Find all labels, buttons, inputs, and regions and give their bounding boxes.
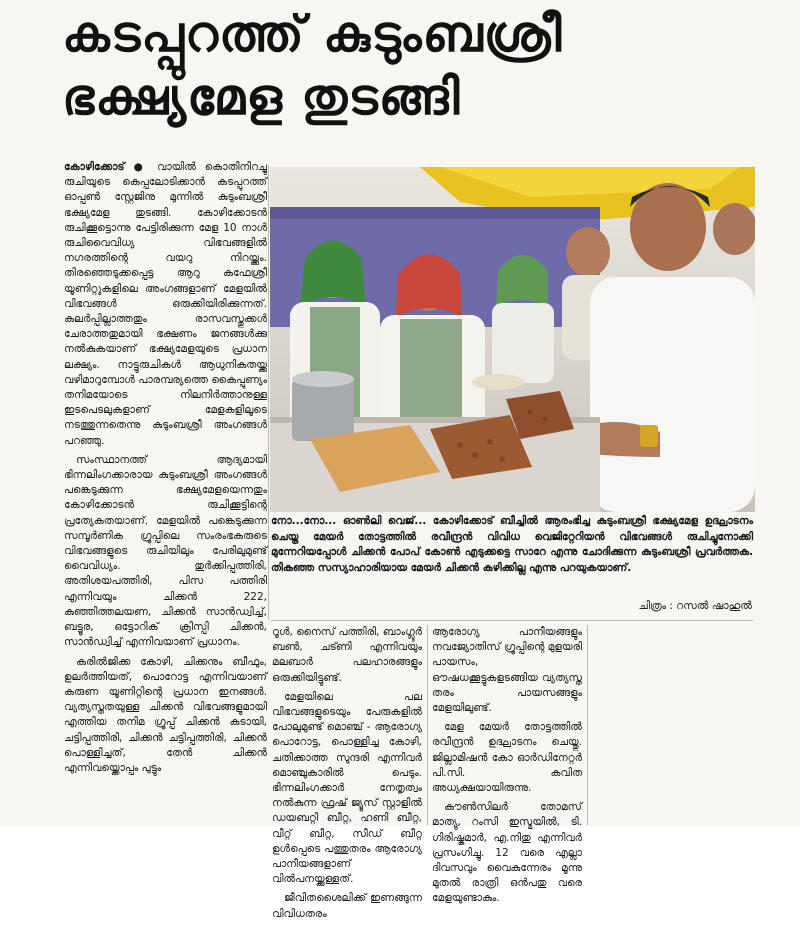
dateline: കോഴിക്കോട് ● — [64, 161, 149, 173]
column-divider — [427, 625, 428, 825]
event-photo — [270, 167, 755, 512]
photo-caption: നോ...നോ... ഓൺലി വെജ്... കോഴിക്കോട് ബീച്ചിൽ ആരംഭിച്ച കുടുംബശ്രീ ഭക്ഷ്യമേള ഉദ്ഘാടനം ചെയ്ത മേയർ തോട്ടത്തിൽ രവീന്ദ്രൻ വിവിധ വെജിറ്റേറിയൻ വിഭവങ്ങൾ രുചിച്ചുനോക്കി മുന്നേറിയപ്പോൾ ചിക്കൻ പോപ് കോൺ എടുക്കട്ടെ സാറേ എന്നു ചോദിക്കുന്ന കുടുംബശ്രീ പ്രവർത്തക. തികഞ്ഞ സസ്യാഹാരിയായ മേയർ ചിക്കൻ കഴിക്കില്ല എന്നു പറയുകയാണ്. — [271, 515, 753, 574]
paragraph: മേളയിലെ പല വിഭവങ്ങളുടെയും പേരുകളിൽ പോലുമുണ്ട് മൊഞ്ച് - ആരോഗ്യ പൊറോട്ട, പൊള്ളിച്ച കോഴി, ചതിക്കാത്ത സുന്ദരി എന്നിവർ മൊഞ്ചുകാരിൽ പെടും. ഭിന്നലിംഗക്കാർ നേതൃത്വം നൽകുന്ന ഫ്രഷ് ജ്യൂസ് സ്റ്റാളിൽ ഡയബറ്റി ബീറ്റ, ഹണി ബീറ്റ, വീറ്റ് ബീറ്റ, സീഡ് ബീറ്റ ഉൾപ്പെടെ പത്തുതരം ആരോഗ്യ പാനീയങ്ങളാണ് വിൽപനയ്ക്കുള്ളത്. — [272, 690, 422, 886]
paragraph: സംസ്ഥാനത്ത് ആദ്യമായി ഭിന്നലിംഗക്കാരായ കുടുംബശ്രീ അംഗങ്ങൾ പങ്കെടുക്കുന്ന ഭക്ഷ്യമേളയെന്നതും കോഴിക്കോടൻ രുചിക്കൂട്ടിന്റെ പ്രത്യേകതയാണ്. മേളയിൽ പങ്കെടുക്കുന്ന സമ്പൂർണിക ഗ്രൂപ്പിലെ സംരംഭകരുടെ വിഭവങ്ങളുടെ രുചിയിലും പേരിലുമുണ്ട് വൈവിധ്യം. തുർക്കിപ്പത്തിരി, അതിശയപത്തിരി, പിസ പത്തിരി എന്നിവയും ചിക്കൻ 222, കുഞ്ഞിത്തലയണ, ചിക്കൻ സാൻഡ്വിച്ച്, ബട്ടൂര, ഒട്ടോറിക് ക്രിസ്പി ചിക്കൻ, സാൻഡ്വിച്ച് എന്നിവയാണ് പ്രധാനം. — [64, 453, 267, 649]
paragraph: മേള മേയർ തോട്ടത്തിൽ രവീന്ദ്രൻ ഉദ്ഘാടനം ചെയ്തു. ജില്ലാമിഷൻ കോ ഓർഡിനേറ്റർ പി.സി. കവിത അധ്യക്ഷയായിരുന്നു. — [432, 721, 582, 795]
paragraph: വായിൽ കൊതിനിറച്ചു രുചിയുടെ കെപ്പലോടിക്കാൻ കടപ്പുറത്ത് ഓപ്പൺ സ്റ്റേജിനു മുന്നിൽ കുടുംബശ്രീ ഭക്ഷ്യമേള തുടങ്ങി. കോഴിക്കോടൻ രുചിക്കൂട്ടൊന്നു പേട്ടിരിക്കുന്ന മേള 10 നാൾ രുചിവൈവിധ്യ വിഭവങ്ങളിൽ നഗരത്തിന്റെ വയറു നിറയ്ക്കും. തിരഞ്ഞെടുക്കപ്പെട്ട ആറു കഫേശ്രീ യൂണിറ്റുകളിലെ അംഗങ്ങളാണ് മേളയിൽ വിഭവങ്ങൾ ഒരുക്കിയിരിക്കുന്നത്. കലർപ്പില്ലാത്തതും രാസവസ്തുക്കൾ ചേരാത്തതുമായി ഭക്ഷണം ജനങ്ങൾക്കു നൽകുകയാണ് ഭക്ഷ്യമേളയുടെ പ്രധാന ലക്ഷ്യം. നാട്ടുരുചികൾ ആധുനികതയ്ക്കു വഴിമാറുമ്പോൾ പാരമ്പര്യത്തെ കൈപ്പുണ്യം തനിമയോടെ നിലനിർത്താനുള്ള ഇടപെടലുകളാണ് മേളകളിലൂടെ നടത്തുന്നതെന്നു കുടുംബശ്രീ അംഗങ്ങൾ പറഞ്ഞു. — [64, 161, 268, 447]
headline-line-1: കടപ്പുറത്ത് കുടുംബശ്രീ — [62, 5, 563, 63]
article-column-1 — [64, 160, 267, 780]
column-divider — [587, 625, 588, 825]
section-divider — [271, 620, 753, 621]
article-column-3 — [432, 625, 582, 911]
photo-credit: ചിത്രം : റസൽ ഷാഹുൽ — [638, 600, 752, 612]
paragraph: ആരോഗ്യ പാനീയങ്ങളും നവജ്യോതിസ് ഗ്രൂപ്പിന്റെ മുളയരി പായസം, ഔഷധക്കൂട്ടുകളടങ്ങിയ വ്യത്യസ്ത തരം പായസങ്ങളും മേളയിലുണ്ട്. — [432, 626, 582, 715]
paragraph: റൂൾ, നൈസ് പത്തിരി, ബാംഗ്ലൂർ ബൺ, ചട്ണി എന്നിവയും മലബാർ പലഹാരങ്ങളും ഒരുക്കിയിട്ടുണ്ട്. — [272, 626, 422, 684]
article-column-2 — [272, 625, 422, 926]
paragraph: കരിൽജിക്ക കോഴി, ചിക്കനും ബീഫും, ഉലർത്തിയത്, പൊറോട്ട എന്നിവയാണ് കരുണ യൂണിറ്റിന്റെ പ്രധാന ഇനങ്ങൾ. വ്യത്യസ്തതയുള്ള ചിക്കൻ വിഭവങ്ങളുമായി എത്തിയ തനിമ ഗ്രൂപ്പ് ചിക്കൻ കടായി, ചട്ടിപ്പത്തിരി, ചിക്കൻ ചട്ടിപ്പത്തിരി, ചിക്കൻ പൊള്ളിച്ചത്, തേൻ ചിക്കൻ എന്നിവയ്ക്കൊപ്പം പുട്ടും — [64, 655, 267, 774]
event-photo-illustration — [270, 167, 755, 512]
headline — [62, 5, 762, 126]
paragraph: കൗൺസിലർ തോമസ് മാത്യു, റംസി ഇസ്മയിൽ, ടി. ഗിരിഷ്കുമാർ, എ.നിതു എന്നിവർ പ്രസംഗിച്ചു. 12 വരെ എല്ലാ ദിവസവും വൈകുന്നേരം മൂന്നു മുതൽ രാത്രി ഒൻപതു വരെ മേളയുണ്ടാകും. — [432, 801, 582, 905]
column-divider — [268, 165, 269, 620]
headline-line-2: ഭക്ഷ്യമേള തുടങ്ങി — [62, 67, 461, 126]
paragraph: ജീവിതശൈലിക്ക് ഇണങ്ങുന്ന വിവിധതരം — [272, 892, 422, 920]
